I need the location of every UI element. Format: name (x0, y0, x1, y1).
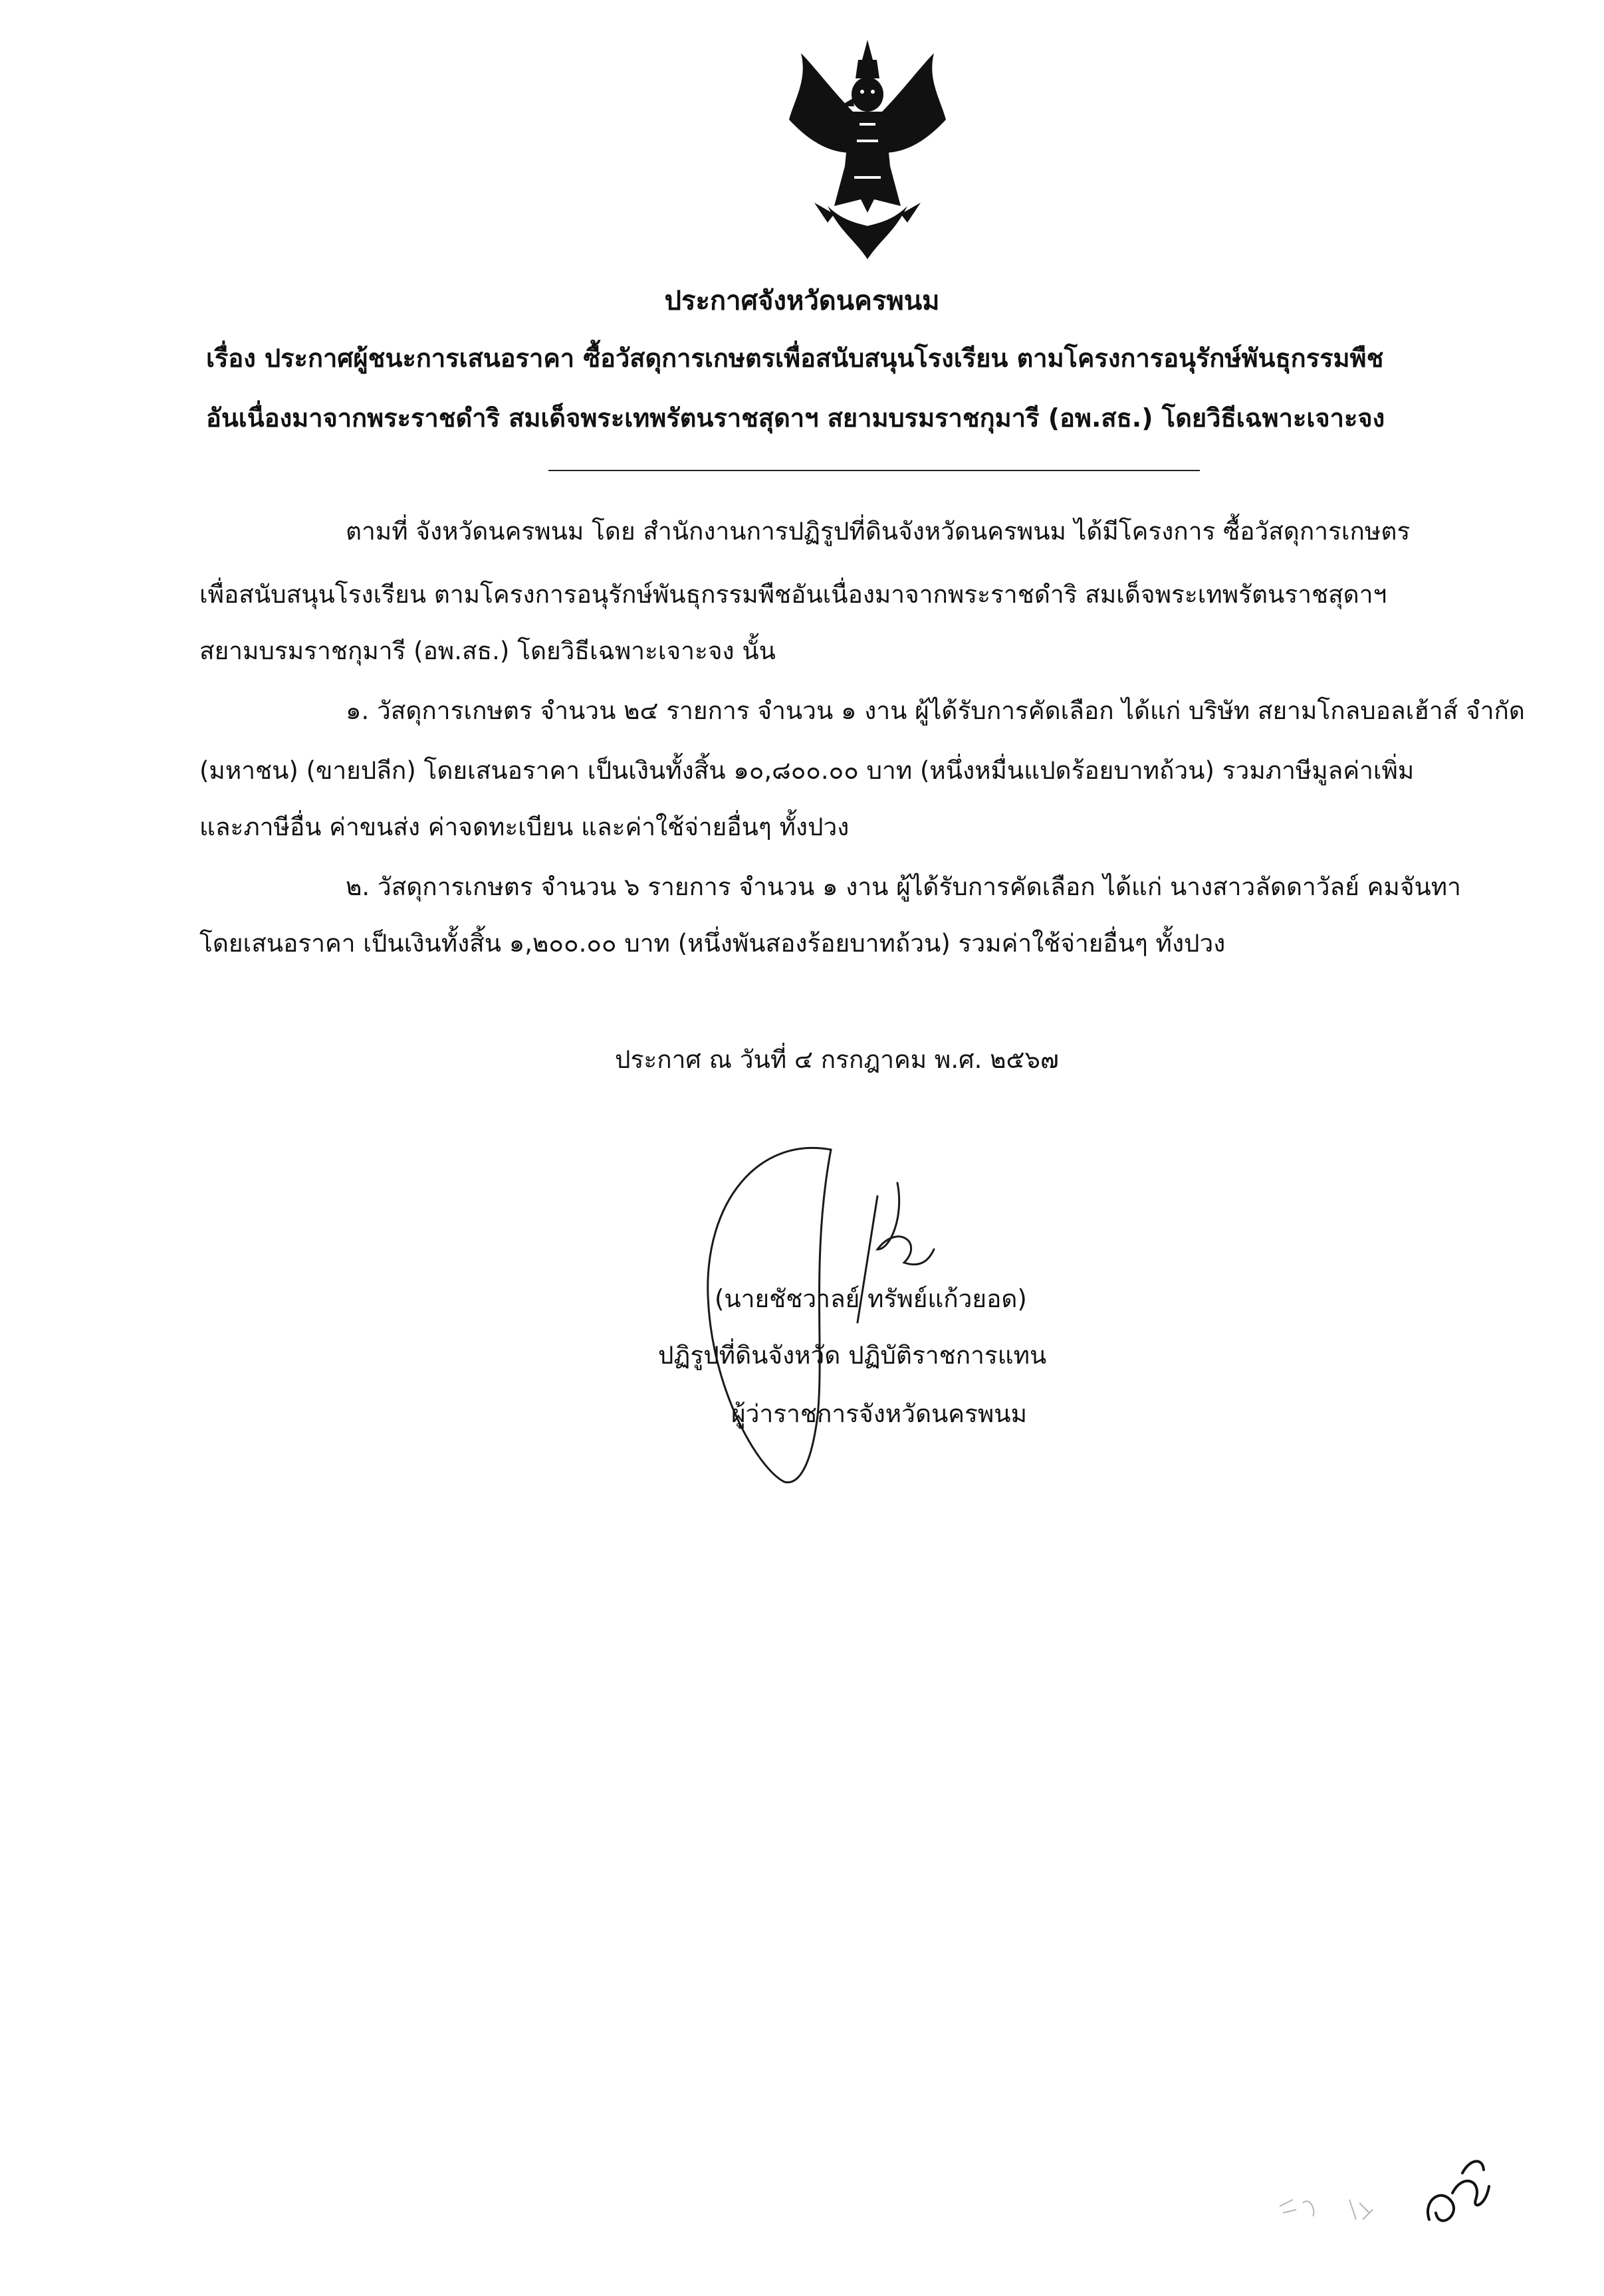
signatory-position: ปฏิรูปที่ดินจังหวัด ปฏิบัติราชการแทน (658, 1341, 1047, 1370)
garuda-emblem-icon (788, 40, 947, 259)
intro-line-2: เพื่อสนับสนุนโรงเรียน ตามโครงการอนุรักษ์พันธุกรรมพืชอันเนื่องมาจากพระราชดำริ สมเด็จพระเทพรัตนราชสุดาฯ (199, 580, 1387, 609)
subject-line-2: อันเนื่องมาจากพระราชดำริ สมเด็จพระเทพรัตนราชสุดาฯ สยามบรมราชกุมารี (อพ.สธ.) โดยวิธีเฉพาะเจาะจง (206, 403, 1385, 433)
subject-line-1: เรื่อง ประกาศผู้ชนะการเสนอราคา ซื้อวัสดุการเกษตรเพื่อสนับสนุนโรงเรียน ตามโครงการอนุรักษ์พันธุกรรมพืช (206, 344, 1384, 373)
handwritten-page-mark (1276, 2146, 1496, 2266)
intro-line-1: ตามที่ จังหวัดนครพนม โดย สำนักงานการปฏิรูปที่ดินจังหวัดนครพนม ได้มีโครงการ ซื้อวัสดุการเกษตร (346, 517, 1411, 546)
announce-date: ประกาศ ณ วันที่ ๔ กรกฎาคม พ.ศ. ๒๕๖๗ (615, 1045, 1059, 1074)
signatory-office: ผู้ว่าราชการจังหวัดนครพนม (731, 1400, 1027, 1428)
title-divider (548, 470, 1200, 471)
item2-line-1: ๒. วัสดุการเกษตร จำนวน ๖ รายการ จำนวน ๑ งาน ผู้ได้รับการคัดเลือก ได้แก่ นางสาวลัดดาวัลย์ คมจันทา (346, 873, 1461, 901)
document-title: ประกาศจังหวัดนครพนม (664, 286, 940, 316)
item1-line-2: (มหาชน) (ขายปลีก) โดยเสนอราคา เป็นเงินทั้งสิ้น ๑๐,๘๐๐.๐๐ บาท (หนึ่งหมื่นแปดร้อยบาทถ้วน) รวมภาษีมูลค่าเพิ่ม (199, 756, 1415, 785)
item1-line-1: ๑. วัสดุการเกษตร จำนวน ๒๔ รายการ จำนวน ๑ งาน ผู้ได้รับการคัดเลือก ได้แก่ บริษัท สยามโกลบอลเฮ้าส์ จำกัด (346, 696, 1525, 725)
signatory-name: (นายชัชวาลย์ ทรัพย์แก้วยอด) (715, 1285, 1027, 1313)
item2-line-2: โดยเสนอราคา เป็นเงินทั้งสิ้น ๑,๒๐๐.๐๐ บาท (หนึ่งพันสองร้อยบาทถ้วน) รวมค่าใช้จ่ายอื่นๆ ทั้งปวง (199, 929, 1226, 958)
intro-line-3: สยามบรมราชกุมารี (อพ.สธ.) โดยวิธีเฉพาะเจาะจง นั้น (199, 637, 776, 665)
item1-line-3: และภาษีอื่น ค่าขนส่ง ค่าจดทะเบียน และค่าใช้จ่ายอื่นๆ ทั้งปวง (199, 813, 850, 841)
